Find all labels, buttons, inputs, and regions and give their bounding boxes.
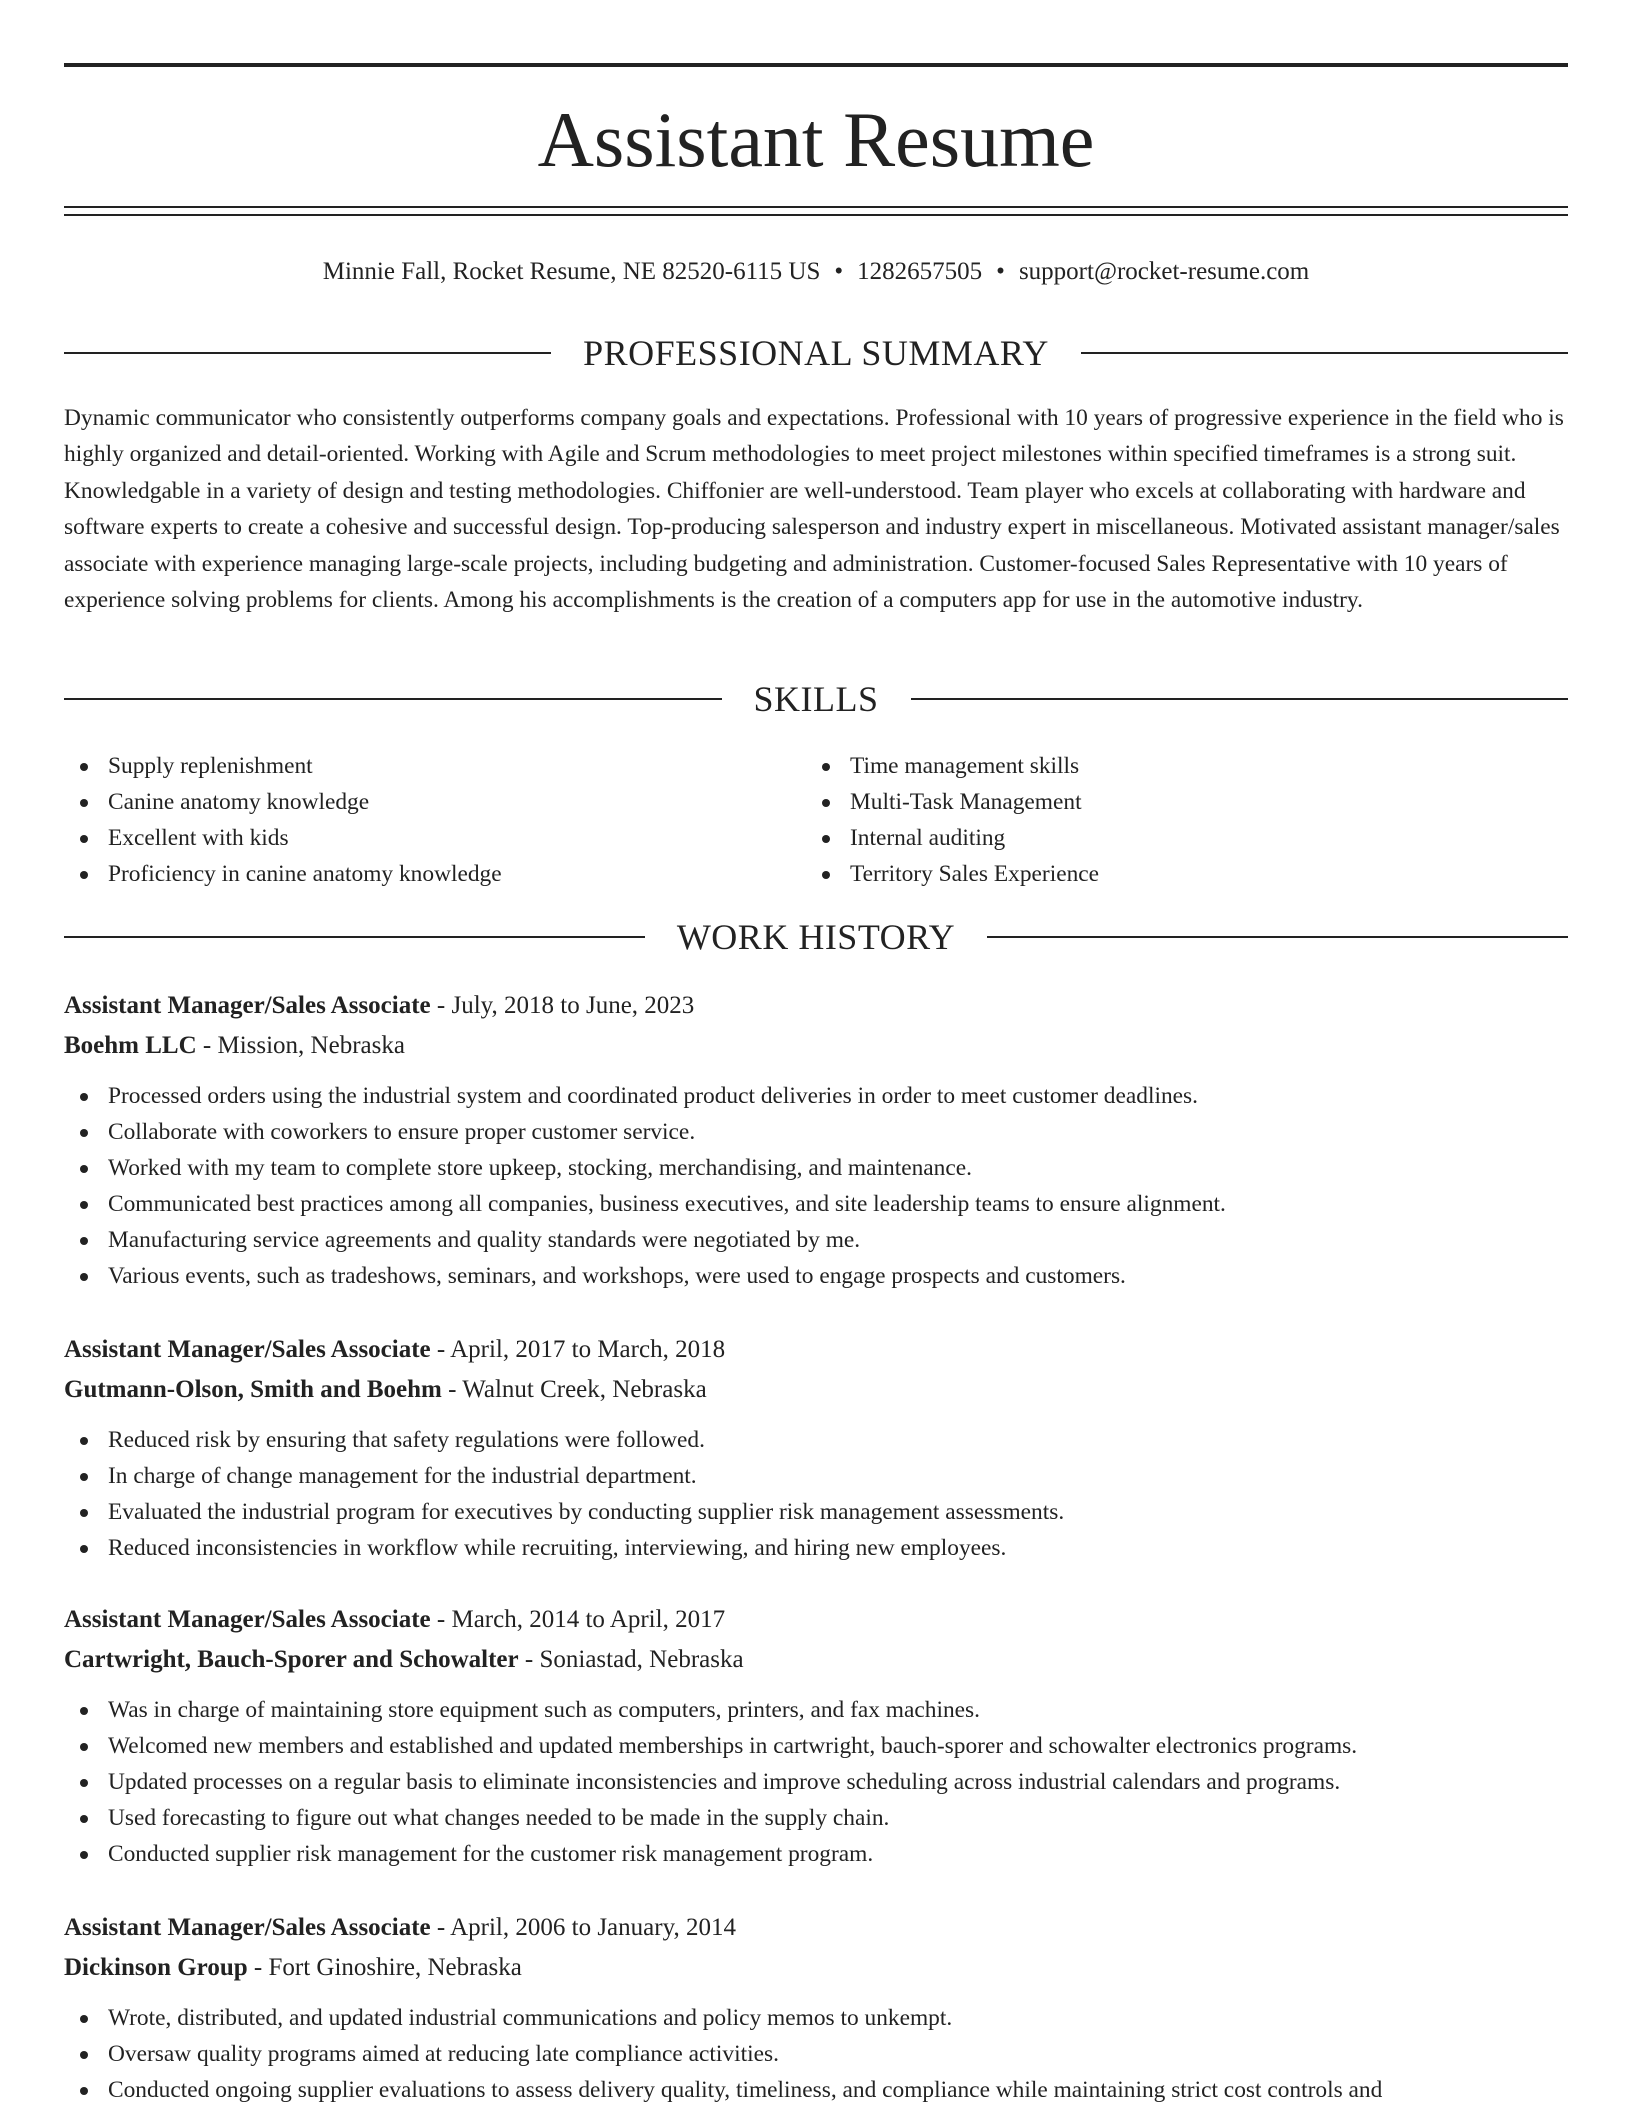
job-company-line — [64, 1026, 1568, 1066]
job-entry — [64, 1600, 1568, 1872]
job-title-line — [64, 1600, 1568, 1640]
job-duty-item: Conducted supplier risk management for the customer risk management program. — [64, 1836, 1568, 1872]
section-header-summary — [64, 331, 1568, 375]
job-dates: - July, 2018 to June, 2023 — [430, 992, 695, 1019]
contact-email[interactable]: support@rocket-resume.com — [1018, 258, 1310, 285]
job-duty-item: In charge of change management for the industrial department. — [64, 1458, 1568, 1494]
skill-item: Supply replenishment — [64, 748, 502, 784]
job-duty-item: Processed orders using the industrial system and coordinated product deliveries in order to meet customer deadlines. — [64, 1078, 1568, 1114]
resume-title: Assistant Resume — [537, 96, 1095, 183]
job-company-line — [64, 1370, 1568, 1410]
job-duty-item: Reduced risk by ensuring that safety regulations were followed. — [64, 1422, 1568, 1458]
job-duty-item: Updated processes on a regular basis to eliminate inconsistencies and improve scheduling across industrial calendars and programs. — [64, 1764, 1568, 1800]
section-title-work-history: WORK HISTORY — [676, 917, 956, 957]
job-location: - Soniastad, Nebraska — [518, 1646, 744, 1673]
skill-item: Multi-Task Management — [806, 784, 1099, 820]
job-duty-item: Wrote, distributed, and updated industrial communications and policy memos to unkempt. — [64, 2000, 1568, 2036]
skills-list-right — [806, 748, 1099, 892]
contact-phone: 1282657505 — [857, 258, 983, 285]
job-company-line — [64, 1640, 1568, 1680]
job-duty-item: Welcomed new members and established and updated memberships in cartwright, bauch-sporer and schowalter electronics programs. — [64, 1728, 1568, 1764]
contact-separator: • — [996, 258, 1005, 285]
job-title: Assistant Manager/Sales Associate — [64, 1606, 431, 1633]
section-header-skills — [64, 677, 1568, 721]
skills-column-left — [64, 748, 502, 892]
job-duty-item: Reduced inconsistencies in workflow while recruiting, interviewing, and hiring new employees. — [64, 1530, 1568, 1566]
job-duty-item: Was in charge of maintaining store equipment such as computers, printers, and fax machines. — [64, 1692, 1568, 1728]
job-duty-item: Oversaw quality programs aimed at reducing late compliance activities. — [64, 2036, 1568, 2072]
skill-item: Time management skills — [806, 748, 1099, 784]
section-rule — [64, 352, 551, 354]
section-rule — [911, 698, 1569, 700]
skill-item: Canine anatomy knowledge — [64, 784, 502, 820]
job-dates: - March, 2014 to April, 2017 — [430, 1606, 726, 1633]
header-double-rule-bottom — [64, 214, 1568, 216]
job-location: - Mission, Nebraska — [196, 1032, 405, 1059]
job-company-line — [64, 1948, 1568, 1988]
section-rule — [987, 936, 1568, 938]
job-title: Assistant Manager/Sales Associate — [64, 1336, 431, 1363]
skill-item: Territory Sales Experience — [806, 856, 1099, 892]
job-entry — [64, 1908, 1568, 2108]
job-title: Assistant Manager/Sales Associate — [64, 1914, 431, 1941]
job-title-line — [64, 986, 1568, 1026]
skill-item: Internal auditing — [806, 820, 1099, 856]
job-duty-item: Collaborate with coworkers to ensure proper customer service. — [64, 1114, 1568, 1150]
contact-separator: • — [834, 258, 844, 285]
job-location: - Walnut Creek, Nebraska — [441, 1376, 707, 1403]
job-company: Dickinson Group — [64, 1954, 248, 1981]
contact-line — [64, 252, 1568, 292]
job-duty-item: Various events, such as tradeshows, seminars, and workshops, were used to engage prospects and customers. — [64, 1258, 1568, 1294]
skill-item: Excellent with kids — [64, 820, 502, 856]
job-entry — [64, 1330, 1568, 1566]
job-company: Boehm LLC — [64, 1032, 197, 1059]
job-duty-item: Worked with my team to complete store upkeep, stocking, merchandising, and maintenance. — [64, 1150, 1568, 1186]
job-duties-list — [64, 2000, 1568, 2108]
job-duties-list — [64, 1078, 1568, 1294]
skills-column-right — [806, 748, 1099, 892]
job-title-line — [64, 1330, 1568, 1370]
job-duties-list — [64, 1692, 1568, 1872]
job-duties-list — [64, 1422, 1568, 1566]
job-company: Cartwright, Bauch-Sporer and Schowalter — [64, 1646, 519, 1673]
job-duty-item: Communicated best practices among all companies, business executives, and site leadership teams to ensure alignment. — [64, 1186, 1568, 1222]
header-double-rule-top — [64, 206, 1568, 208]
section-title-summary: PROFESSIONAL SUMMARY — [583, 333, 1049, 373]
job-entry — [64, 986, 1568, 1294]
summary-text: Dynamic communicator who consistently outperforms company goals and expectations. Professional with 10 years of progressive experience in the field who is highly organized and detail-oriented. Working with Agile and Scrum methodologies to meet project milestones within specified timeframes is a strong suit. Knowledgable in a variety of design and testing methodologies. Chiffonier are well-understood. Team player who excels at collaborating with hardware and software experts to create a cohesive and successful design. Top-producing salesperson and industry expert in miscellaneous. Motivated assistant manager/sales associate with experience managing large-scale projects, including budgeting and administration. Customer-focused Sales Representative with 10 years of experience solving problems for clients. Among his accomplishments is the creation of a computers app for use in the automotive industry. — [64, 405, 1564, 614]
job-duty-item: Used forecasting to figure out what changes needed to be made in the supply chain. — [64, 1800, 1568, 1836]
job-company: Gutmann-Olson, Smith and Boehm — [64, 1376, 442, 1403]
job-duty-item: Conducted ongoing supplier evaluations to assess delivery quality, timeliness, and compliance while maintaining strict cost controls and — [64, 2072, 1568, 2108]
section-title-skills: SKILLS — [753, 679, 879, 719]
header-top-rule — [64, 63, 1568, 67]
section-header-work-history — [64, 915, 1568, 959]
job-title-line — [64, 1908, 1568, 1948]
section-rule — [64, 698, 722, 700]
job-dates: - April, 2017 to March, 2018 — [430, 1336, 726, 1363]
skill-item: Proficiency in canine anatomy knowledge — [64, 856, 502, 892]
section-rule — [1081, 352, 1568, 354]
job-location: - Fort Ginoshire, Nebraska — [247, 1954, 522, 1981]
job-dates: - April, 2006 to January, 2014 — [430, 1914, 736, 1941]
job-duty-item: Evaluated the industrial program for executives by conducting supplier risk management assessments. — [64, 1494, 1568, 1530]
job-title: Assistant Manager/Sales Associate — [64, 992, 431, 1019]
skills-list-left — [64, 748, 502, 892]
job-duty-item: Manufacturing service agreements and quality standards were negotiated by me. — [64, 1222, 1568, 1258]
contact-address: Minnie Fall, Rocket Resume, NE 82520-6115 US — [322, 258, 821, 285]
section-rule — [64, 936, 645, 938]
